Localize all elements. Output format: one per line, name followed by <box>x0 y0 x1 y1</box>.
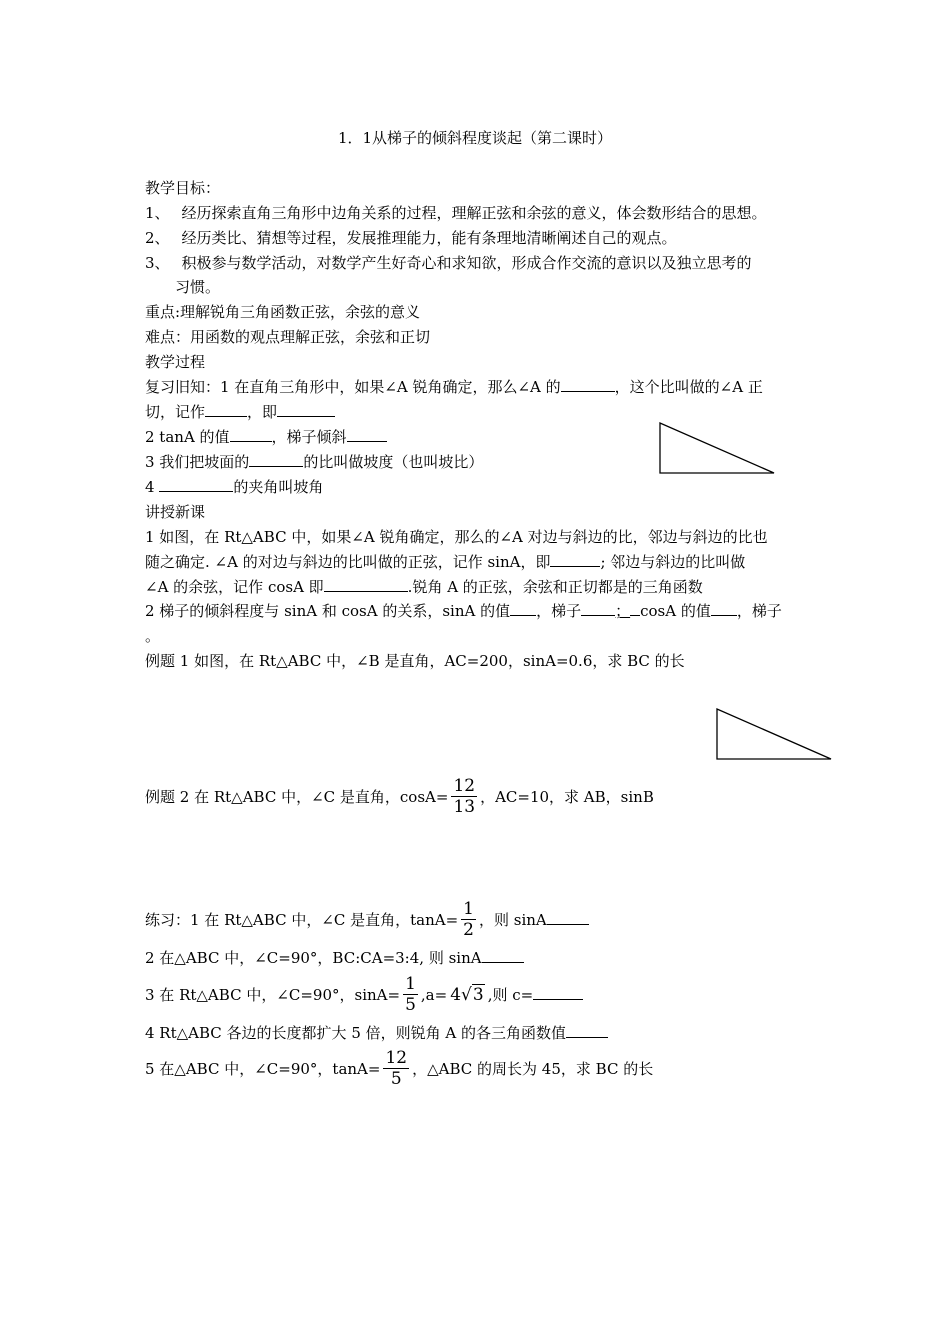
review-text: ，梯子倾斜 <box>271 428 347 446</box>
key-point: 重点:理解锐角三角函数正弦，余弦的意义 <box>145 303 421 321</box>
example-text: 例题 2 在 Rt△ABC 中，∠C 是直角，cosA= <box>145 788 449 806</box>
review-text: 的夹角叫坡角 <box>233 478 324 496</box>
review-line-1 <box>145 377 763 397</box>
fill-blank[interactable] <box>547 910 589 925</box>
example-text: ，AC=10，求 AB，sinB <box>480 788 654 806</box>
review-line-2 <box>145 402 335 422</box>
practice-text: ，△ABC 的周长为 45，求 BC 的长 <box>412 1060 654 1078</box>
lesson-text: ∠A 的余弦，记作 cosA 即 <box>145 578 324 596</box>
denominator: 5 <box>390 1068 402 1089</box>
right-triangle-figure-1 <box>658 421 780 477</box>
denominator: 5 <box>405 994 416 1015</box>
fill-blank[interactable] <box>159 477 233 492</box>
objective-3-text: 积极参与数学活动，对数学产生好奇心和求知欲，形成合作交流的意识以及独立思考的 <box>181 254 752 272</box>
review-text: 复习旧知：1 在直角三角形中，如果∠A 锐角确定，那么∠A 的 <box>145 378 561 396</box>
lesson-text: ; 邻边与斜边的比叫做 <box>600 553 746 571</box>
fill-blank[interactable] <box>561 377 615 392</box>
objective-2 <box>145 228 677 248</box>
new-lesson-p2-line2: 。 <box>145 627 161 645</box>
fill-blank[interactable] <box>249 452 303 467</box>
lesson-text: 2 梯子的倾斜程度与 sinA 和 cosA 的关系，sinA 的值 <box>145 602 511 620</box>
numerator: 12 <box>385 1047 408 1068</box>
objective-2-num: 2、 <box>145 229 170 247</box>
lesson-text: .锐角 A 的正弦，余弦和正切都是的三角函数 <box>407 578 703 596</box>
fraction <box>383 1048 409 1089</box>
practice-text: 5 在△ABC 中，∠C=90°，tanA= <box>145 1060 381 1078</box>
objective-1 <box>145 203 767 223</box>
example-2 <box>145 776 654 818</box>
practice-2 <box>145 948 524 968</box>
process-heading: 教学过程 <box>145 353 206 371</box>
new-lesson-p2-line1 <box>145 601 782 621</box>
review-text: 2 tanA 的值 <box>145 428 230 446</box>
radical-expression: 4√3 <box>450 985 484 1005</box>
fill-blank[interactable] <box>347 427 387 442</box>
practice-1 <box>145 899 589 941</box>
review-text: 切，记作 <box>145 403 206 421</box>
radicand: 3 <box>472 985 484 1005</box>
fill-blank[interactable] <box>566 1023 608 1038</box>
practice-text: 4 Rt△ABC 各边的长度都扩大 5 倍，则锐角 A 的各三角函数值 <box>145 1024 566 1042</box>
fraction <box>403 974 418 1015</box>
numerator: 1 <box>405 973 416 994</box>
page-title: 1．1从梯子的倾斜程度谈起（第二课时） <box>337 129 613 147</box>
fill-blank[interactable] <box>482 948 524 963</box>
practice-4 <box>145 1023 608 1043</box>
example-1: 例题 1 如图，在 Rt△ABC 中，∠B 是直角，AC=200，sinA=0.6，求 BC 的长 <box>145 652 685 670</box>
review-text: 4 <box>145 478 160 496</box>
new-lesson-p1-line2 <box>145 552 745 572</box>
fill-blank[interactable] <box>533 985 583 1000</box>
difficulty: 难点：用函数的观点理解正弦，余弦和正切 <box>145 328 431 346</box>
fill-blank[interactable] <box>277 402 335 417</box>
practice-text: 3 在 Rt△ABC 中，∠C=90°，sinA= <box>145 986 401 1004</box>
review-text: ，这个比叫做的∠A 正 <box>614 378 763 396</box>
fill-blank[interactable] <box>711 601 737 616</box>
review-text: ，即 <box>247 403 278 421</box>
fraction <box>461 899 476 940</box>
practice-text: ,则 c= <box>487 986 534 1004</box>
fill-blank[interactable] <box>230 427 272 442</box>
right-triangle-figure-2 <box>715 707 837 763</box>
objective-1-text: 经历探索直角三角形中边角关系的过程，理解正弦和余弦的意义，体会数形结合的思想。 <box>181 204 767 222</box>
practice-text: ,a= <box>420 986 448 1004</box>
new-lesson-p1-line3 <box>145 577 703 597</box>
objective-2-text: 经历类比、猜想等过程，发展推理能力，能有条理地清晰阐述自己的观点。 <box>181 229 677 247</box>
lesson-text: cosA 的值 <box>640 602 711 620</box>
review-line-3 <box>145 427 387 447</box>
review-line-4 <box>145 452 483 472</box>
practice-text: 练习：1 在 Rt△ABC 中，∠C 是直角，tanA= <box>145 911 459 929</box>
practice-text: 2 在△ABC 中，∠C=90°，BC:CA=3:4, 则 sinA <box>145 949 482 967</box>
objective-3-num: 3、 <box>145 254 170 272</box>
fill-blank[interactable] <box>630 601 640 616</box>
coefficient: 4 <box>450 985 462 1005</box>
fill-blank[interactable] <box>324 577 408 592</box>
practice-text: ，则 sinA <box>479 911 547 929</box>
objectives-heading: 教学目标： <box>145 179 221 197</box>
objective-3 <box>145 253 752 273</box>
fill-blank[interactable] <box>205 402 247 417</box>
review-text: 的比叫做坡度（也叫坡比） <box>303 453 484 471</box>
practice-5 <box>145 1048 653 1090</box>
review-line-5 <box>145 477 323 497</box>
denominator: 2 <box>463 919 474 940</box>
lesson-text: ； <box>615 602 631 620</box>
lesson-text: 随之确定. ∠A 的对边与斜边的比叫做的正弦，记作 sinA，即 <box>145 553 551 571</box>
new-lesson-p1-line1: 1 如图，在 Rt△ABC 中，如果∠A 锐角确定，那么的∠A 对边与斜边的比，邻边与斜边的比也 <box>145 528 768 546</box>
denominator: 13 <box>453 796 476 817</box>
fill-blank[interactable] <box>550 552 600 567</box>
objective-3-continuation: 习惯。 <box>175 278 221 296</box>
fill-blank[interactable] <box>510 601 536 616</box>
numerator: 12 <box>453 775 476 796</box>
objective-1-num: 1、 <box>145 204 170 222</box>
numerator: 1 <box>463 898 474 919</box>
new-lesson-heading: 讲授新课 <box>145 503 206 521</box>
lesson-text: ，梯子 <box>536 602 582 620</box>
practice-3 <box>145 974 583 1016</box>
fraction <box>451 776 477 817</box>
fill-blank[interactable] <box>581 601 615 616</box>
lesson-text: ，梯子 <box>736 602 782 620</box>
review-text: 3 我们把坡面的 <box>145 453 250 471</box>
